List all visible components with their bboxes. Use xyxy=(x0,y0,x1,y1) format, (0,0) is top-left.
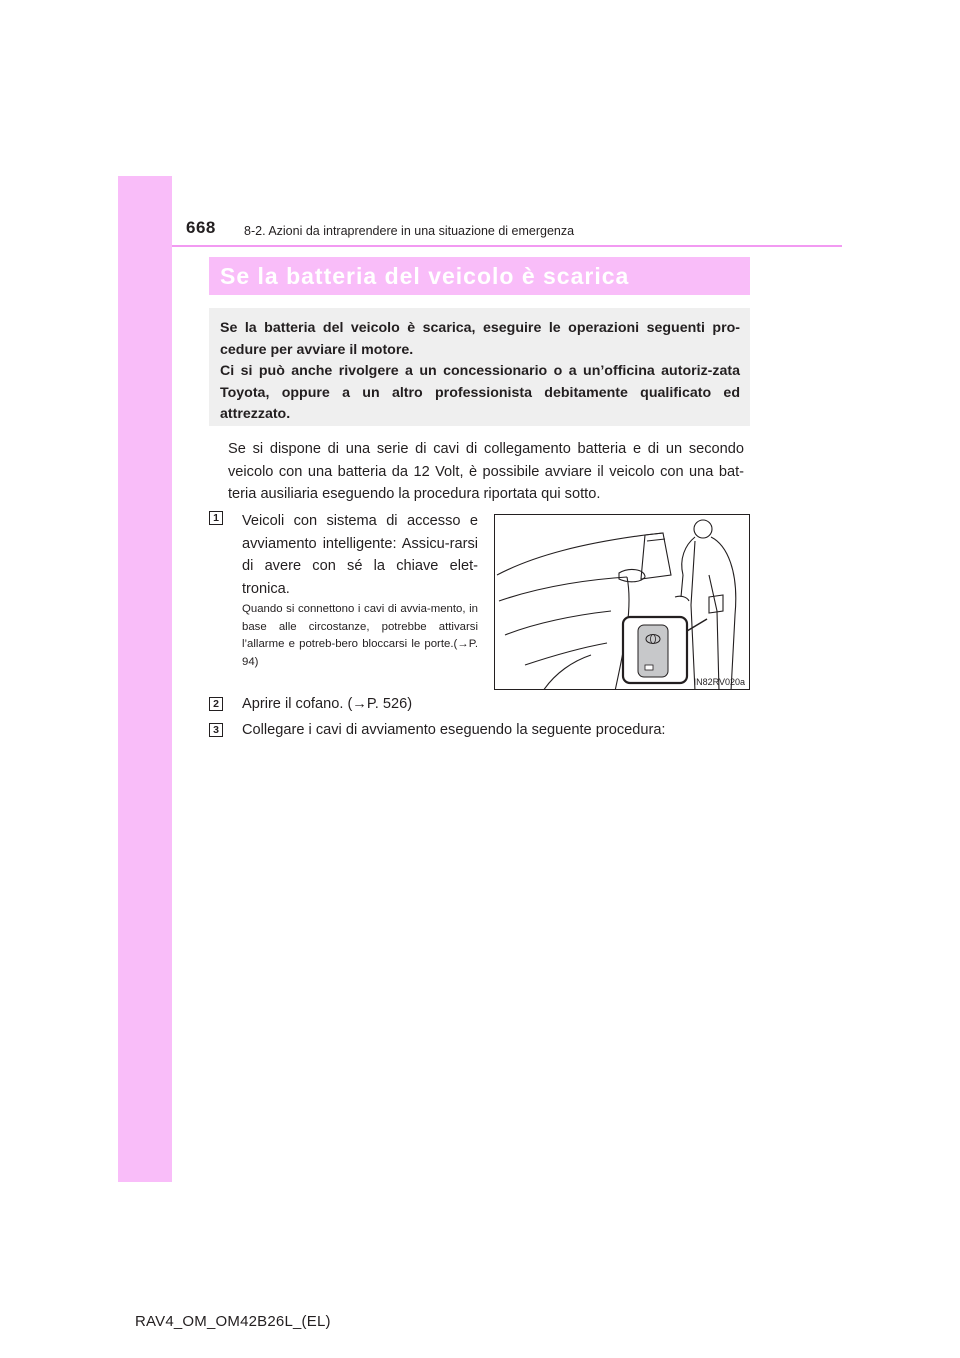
section-title-bar xyxy=(209,257,750,295)
step-1-text: Veicoli con sistema di accesso e avviamento intelligente: Assicu-rarsi di avere con sé la chiave elet-tronica. xyxy=(242,513,478,597)
summary-paragraph-2: Ci si può anche rivolgere a un concessionario o a un’officina autoriz-zata Toyota, oppure a un altro professionista debitamente qualificato ed attrezzato. xyxy=(220,363,740,423)
step-2-badge: 2 xyxy=(209,697,223,711)
step-3-badge: 3 xyxy=(209,723,223,737)
summary-box xyxy=(209,308,750,426)
summary-paragraph-1: Se la batteria del veicolo è scarica, eseguire le operazioni seguenti pro-cedure per avviare il motore. xyxy=(220,320,740,358)
car-and-key-drawing xyxy=(495,515,750,690)
step-1-note: Quando si connettono i cavi di avvia-mento, in base alle circostanze, potrebbe attivarsi l’allarme e potreb-bero bloccarsi le porte.(→P. 94) xyxy=(242,603,478,668)
page-number: 668 xyxy=(186,218,216,237)
section-reference: 8-2. Azioni da intraprendere in una situazione di emergenza xyxy=(244,224,575,238)
step-1-badge: 1 xyxy=(209,511,223,525)
section-title: Se la batteria del veicolo è scarica xyxy=(220,262,630,289)
side-color-strip xyxy=(118,176,172,1182)
step-2-text: Aprire il cofano. (→P. 526) xyxy=(242,696,413,712)
step-3-text: Collegare i cavi di avviamento eseguendo la seguente procedura: xyxy=(242,722,666,738)
key-illustration xyxy=(494,514,750,690)
figure-code: IN82RV020a xyxy=(693,677,745,687)
intro-paragraph: Se si dispone di una serie di cavi di collegamento batteria e di un secondo veicolo con una batteria da 12 Volt, è possibile avviare il veicolo con una bat-teria ausiliaria eseguendo la procedura riportata qui sotto. xyxy=(228,441,744,502)
header-rule xyxy=(172,245,842,247)
document-footer: RAV4_OM_OM42B26L_(EL) xyxy=(135,1313,331,1330)
